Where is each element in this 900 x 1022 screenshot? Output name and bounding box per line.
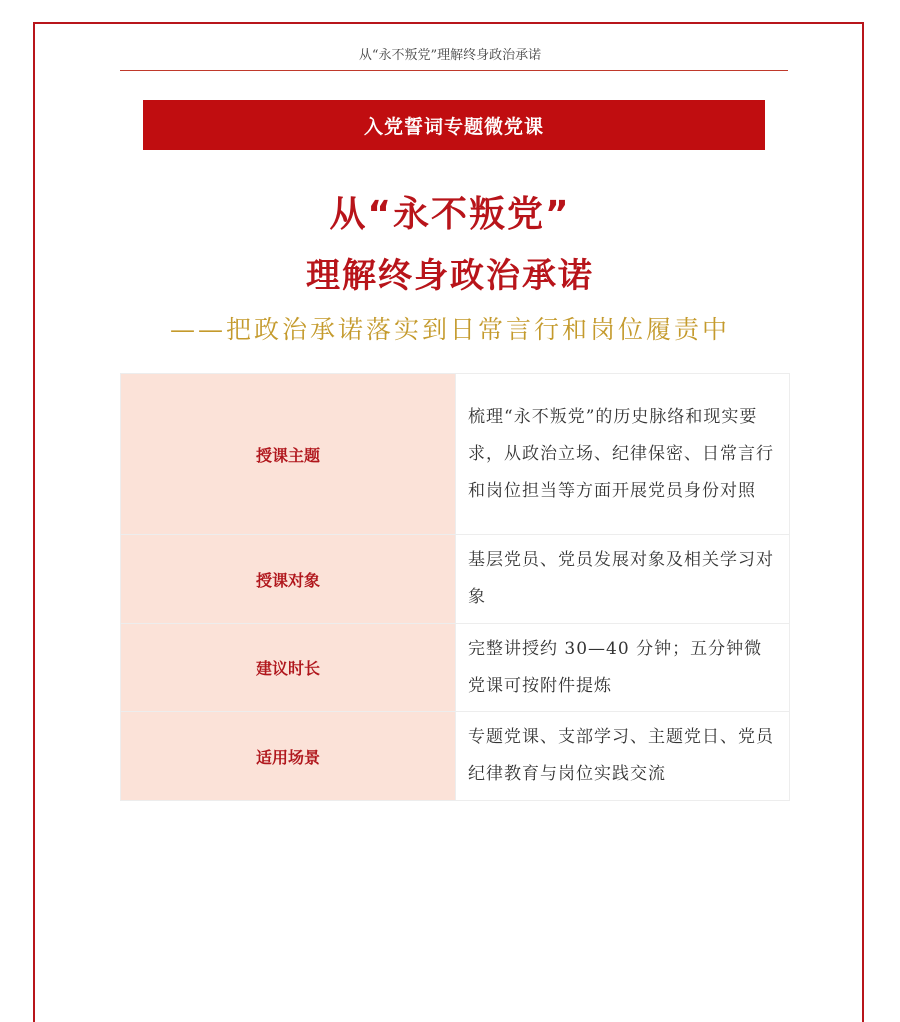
- row-value-duration: 完整讲授约 30—40 分钟；五分钟微党课可按附件提炼: [456, 624, 790, 712]
- table-row: [121, 374, 790, 535]
- table-row: [121, 624, 790, 712]
- table-row: [121, 712, 790, 801]
- running-header: 从“永不叛党”理解终身政治承诺: [358, 48, 542, 63]
- row-label-duration: 建议时长: [121, 624, 456, 712]
- main-title-line-2: 理解终身政治承诺: [306, 256, 594, 296]
- row-value-topic: 梳理“永不叛党”的历史脉络和现实要求，从政治立场、纪律保密、日常言行和岗位担当等方面开展党员身份对照: [456, 374, 790, 535]
- row-label-topic: 授课主题: [121, 374, 456, 535]
- row-value-audience: 基层党员、党员发展对象及相关学习对象: [456, 535, 790, 624]
- course-banner: 入党誓词专题微党课: [143, 100, 765, 150]
- main-title-line-1: 从“永不叛党”: [329, 194, 571, 235]
- course-info-table: [120, 373, 790, 801]
- row-label-scenarios: 适用场景: [121, 712, 456, 801]
- row-label-audience: 授课对象: [121, 535, 456, 624]
- table-row: [121, 535, 790, 624]
- subtitle: ——把政治承诺落实到日常言行和岗位履责中: [169, 315, 730, 344]
- header-divider: [120, 70, 788, 71]
- row-value-scenarios: 专题党课、支部学习、主题党日、党员纪律教育与岗位实践交流: [456, 712, 790, 801]
